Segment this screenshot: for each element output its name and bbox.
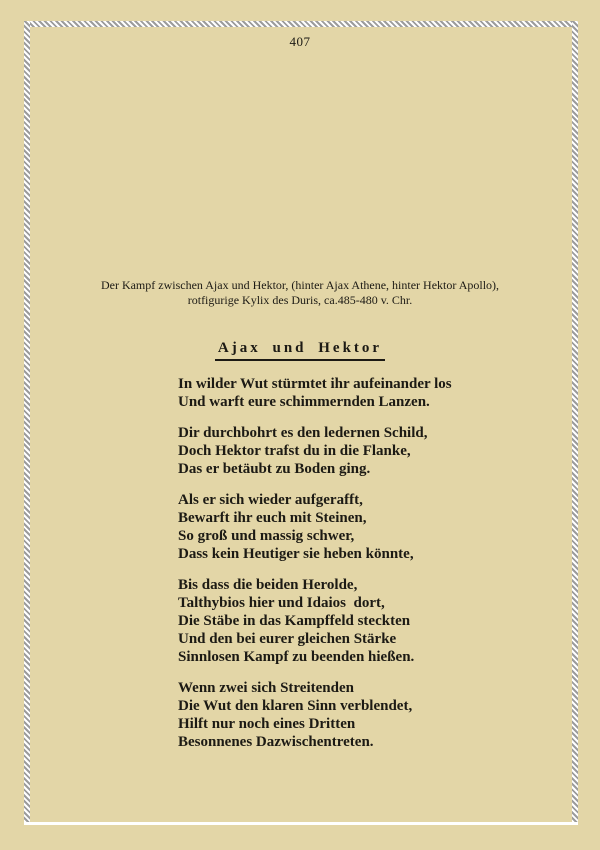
- poem-title-wrap: [0, 339, 600, 361]
- frame-border-left: [24, 21, 30, 822]
- frame-border-bottom: [24, 822, 578, 825]
- page-number: 407: [289, 34, 311, 49]
- poem-stanza: [178, 424, 452, 478]
- image-caption-line-1: Der Kampf zwischen Ajax und Hektor, (hinter Ajax Athene, hinter Hektor Apollo),: [100, 278, 500, 292]
- poem-line: Hilft nur noch eines Dritten: [178, 716, 356, 732]
- poem-line: Und warft eure schimmernden Lanzen.: [178, 394, 430, 410]
- image-caption-line-2: rotfigurige Kylix des Duris, ca.485-480 v. Chr.: [187, 293, 413, 307]
- poem-stanza: [178, 491, 452, 563]
- poem-line: Dass kein Heutiger sie heben könnte,: [178, 546, 414, 562]
- poem-line: Das er betäubt zu Boden ging.: [178, 461, 371, 477]
- poem-line: Die Wut den klaren Sinn verblendet,: [178, 698, 413, 714]
- poem-line: In wilder Wut stürmtet ihr aufeinander los: [178, 376, 452, 392]
- poem-line: Sinnlosen Kampf zu beenden hießen.: [178, 649, 415, 665]
- poem-line: Die Stäbe in das Kampffeld steckten: [178, 613, 411, 629]
- poem-line: Bis dass die beiden Herolde,: [178, 577, 358, 593]
- frame-border-right: [572, 21, 578, 822]
- poem-line: Besonnenes Dazwischentreten.: [178, 734, 374, 750]
- poem-line: Dir durchbohrt es den ledernen Schild,: [178, 425, 428, 441]
- poem-stanza: [178, 375, 452, 411]
- poem-stanza: [178, 576, 452, 666]
- poem-line: Und den bei eurer gleichen Stärke: [178, 631, 397, 647]
- poem-line: Als er sich wieder aufgerafft,: [178, 492, 363, 508]
- frame-border-top: [24, 21, 578, 27]
- poem-line: So groß und massig schwer,: [178, 528, 355, 544]
- poem-line: Wenn zwei sich Streitenden: [178, 680, 354, 696]
- poem-body: [178, 375, 452, 764]
- poem-line: Doch Hektor trafst du in die Flanke,: [178, 443, 411, 459]
- poem-title: Ajax und Hektor: [215, 340, 385, 361]
- poem-line: Talthybios hier und Idaios dort,: [178, 595, 385, 611]
- poem-stanza: [178, 679, 452, 751]
- poem-line: Bewarft ihr euch mit Steinen,: [178, 510, 367, 526]
- image-caption: [0, 278, 600, 308]
